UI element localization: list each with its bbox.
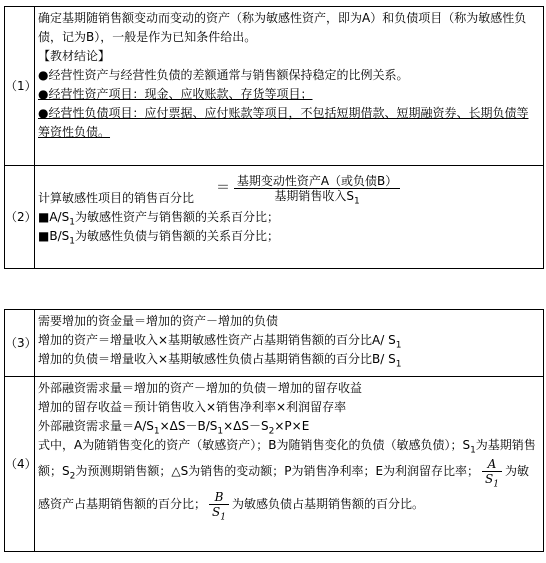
row-content: [35, 377, 544, 552]
formula-line: 外部融资需求量$=A/S_1\times\Delta S-B/S_1\times\Delta S-S_2\times P\times E$: [38, 419, 310, 437]
formula-line: 增加的资产＝增量收入×基期敏感性资产占基期销售额的百分比A/ $S_1$: [38, 333, 402, 351]
table-top: [4, 6, 544, 269]
fraction-denominator: 基期销售收入S: [274, 189, 354, 203]
formula-fraction: $\frac{A}{S_1}$: [482, 457, 502, 486]
table-row: [5, 377, 544, 552]
formula-line: 外部融资需求量＝增加的资产－增加的负债－增加的留存收益: [38, 381, 363, 395]
formula-line: 增加的留存收益＝预计销售收入×销售净利率×利润留存率: [38, 400, 347, 414]
row-content: [35, 310, 544, 377]
subscript: 1: [69, 217, 75, 228]
equals-sign: ＝: [216, 180, 230, 196]
row-content: [35, 166, 544, 269]
formula-fraction: $\frac{B}{S_1}$: [209, 490, 229, 519]
definition-line: $■A/S_1$为敏感性资产与销售额的关系百分比；: [38, 210, 279, 228]
formula-line: 增加的负债＝增量收入×基期敏感性负债占基期销售额的百分比B/ $S_1$: [38, 352, 402, 370]
subscript: 1: [354, 196, 360, 207]
subscript: 1: [395, 340, 402, 351]
table-bottom: [4, 309, 544, 552]
table-row: [5, 310, 544, 377]
definition-line: $■B/S_1$为敏感性负债与销售额的关系百分比；: [38, 229, 279, 247]
row-content: [35, 7, 544, 166]
bullet-item: ●经营性负债项目：应付票据、应付账款等项目，不包括短期借款、短期融资券、长期负债等筹资性负债。: [38, 106, 529, 139]
formula-line: 需要增加的资金量＝增加的资产－增加的负债: [38, 314, 279, 328]
explanation-text: 式中，A为随销售变化的资产（敏感资产）；B为随销售变化的负债（敏感负债）；$S_1$为基期销售额；$S_2$为预测期销售额；△S为销售的变动额；P为销售净利率；E为利润留存比率； $\frac{A}{S_1}$ 为敏感资产占基期销售额的百分比； $\frac{B}{S_1}$ 为敏感负债占基期销售额的百分比。: [38, 438, 536, 523]
row-number: （2）: [5, 166, 35, 269]
intro-text: 确定基期随销售额变动而变动的资产（称为敏感性资产，即为A）和负债项目（称为敏感性负债，记为B），一般是作为已知条件给出。: [38, 11, 527, 44]
formula-lead: 计算敏感性项目的销售百分比: [38, 191, 195, 205]
fraction-numerator: 基期变动性资产A（或负债B）: [234, 174, 400, 189]
bullet-item: ●经营性资产项目：现金、应收账款、存货等项目；: [38, 87, 313, 101]
row-number: （3）: [5, 310, 35, 377]
subscript: 1: [395, 359, 402, 370]
bullet-item: ●经营性资产与经营性负债的差额通常与销售额保持稳定的比例关系。: [38, 68, 409, 82]
row-number: （1）: [5, 7, 35, 166]
table-row: [5, 166, 544, 269]
section-heading: 【教材结论】: [38, 49, 111, 63]
subscript: 1: [69, 236, 75, 247]
table-row: [5, 7, 544, 166]
row-number: （4）: [5, 377, 35, 552]
formula-fraction: [234, 174, 400, 207]
